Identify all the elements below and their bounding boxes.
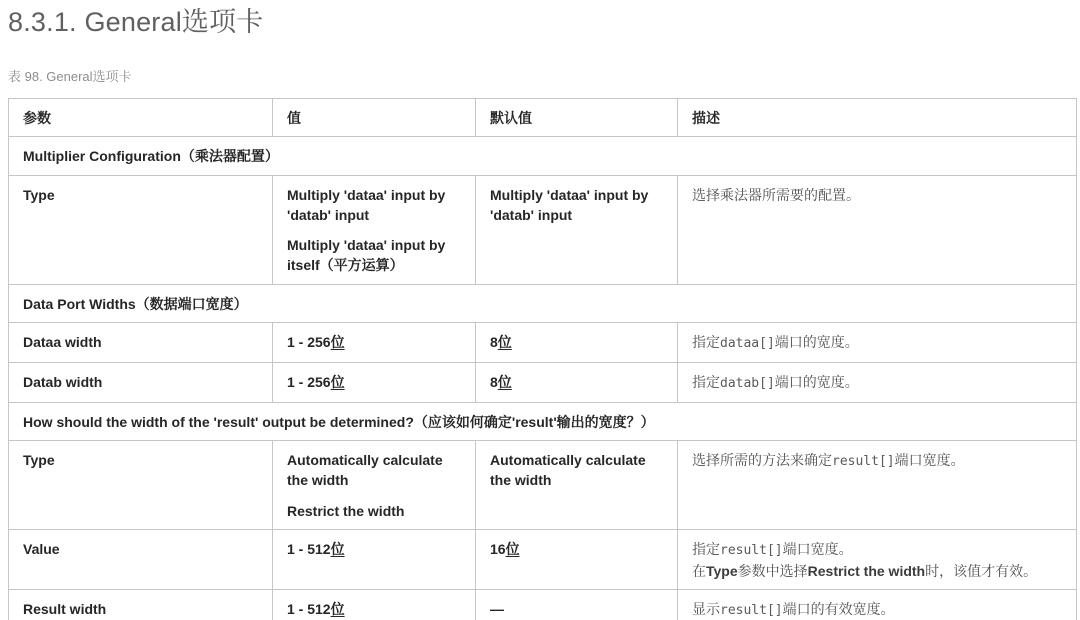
- text-segment: 显示: [692, 601, 720, 618]
- default-cell: [476, 529, 678, 589]
- description-line: [692, 372, 1062, 394]
- value-paragraph: [287, 450, 461, 491]
- text-segment: Restrict the width: [287, 502, 405, 519]
- text-segment: 端口的有效宽度。: [782, 601, 895, 618]
- bit-unit-term[interactable]: 位: [505, 540, 520, 557]
- param-cell: Type: [9, 175, 273, 284]
- text-segment: Multiply 'dataa' input by itself（平方运算）: [287, 237, 446, 274]
- param-cell: Datab width: [9, 362, 273, 402]
- inline-code: result[]: [832, 454, 895, 470]
- text-segment: 指定: [692, 540, 720, 557]
- bit-unit-term[interactable]: 位: [497, 373, 512, 390]
- table-row: [9, 590, 1077, 620]
- inline-code: result[]: [720, 542, 783, 558]
- description-line: [692, 332, 1062, 354]
- emphasized-term: Type: [706, 562, 738, 579]
- text-segment: 在: [692, 562, 706, 579]
- bit-unit-term[interactable]: 位: [330, 540, 345, 557]
- bit-unit-term[interactable]: 位: [497, 334, 512, 351]
- param-cell: Value: [9, 529, 273, 589]
- section-row: [9, 402, 1077, 440]
- description-line: [692, 599, 1062, 620]
- text-segment: 参数中选择: [737, 562, 808, 579]
- bit-unit-term[interactable]: 位: [330, 373, 345, 390]
- default-cell: [476, 590, 678, 620]
- text-segment: 端口宽度。: [894, 452, 965, 469]
- default-cell: [476, 441, 678, 530]
- value-cell: [273, 590, 476, 620]
- text-segment: 指定: [692, 373, 720, 390]
- value-paragraph: [287, 185, 461, 226]
- text-segment: 16: [490, 540, 506, 557]
- value-paragraph: [490, 539, 663, 559]
- description-cell: [678, 441, 1077, 530]
- text-segment: 1 - 512: [287, 540, 331, 557]
- text-segment: 1 - 256: [287, 373, 331, 390]
- column-header-value: 值: [273, 98, 476, 136]
- page-title: 8.3.1. General选项卡: [8, 7, 264, 37]
- inline-code: dataa[]: [720, 336, 775, 352]
- value-paragraph: [287, 539, 461, 559]
- value-paragraph: [490, 332, 663, 352]
- value-paragraph: [287, 372, 461, 392]
- value-cell: [273, 362, 476, 402]
- section-row: [9, 284, 1077, 322]
- value-paragraph: [287, 332, 461, 352]
- value-paragraph: [490, 185, 663, 226]
- param-cell: Result width: [9, 590, 273, 620]
- text-segment: 8: [490, 373, 498, 390]
- text-segment: 1 - 512: [287, 601, 331, 618]
- text-segment: 端口的宽度。: [774, 373, 859, 390]
- text-segment: 时，该值才有效。: [925, 562, 1038, 579]
- value-cell: [273, 441, 476, 530]
- description-cell: [678, 529, 1077, 589]
- description-cell: [678, 323, 1077, 363]
- description-cell: [678, 590, 1077, 620]
- column-header-default: 默认值: [476, 98, 678, 136]
- column-header-description: 描述: [678, 98, 1077, 136]
- text-segment: Multiply 'dataa' input by 'datab' input: [287, 186, 446, 223]
- text-segment: 选择所需的方法来确定: [692, 452, 832, 469]
- value-paragraph: [490, 450, 663, 491]
- value-paragraph: [287, 235, 461, 276]
- description-cell: [678, 362, 1077, 402]
- text-segment: 8: [490, 334, 498, 351]
- description-line: [692, 450, 1062, 472]
- text-segment: 1 - 256: [287, 334, 331, 351]
- table-row: [9, 175, 1077, 284]
- default-cell: [476, 323, 678, 363]
- value-cell: [273, 175, 476, 284]
- bit-unit-term[interactable]: 位: [330, 601, 345, 618]
- text-segment: Automatically calculate the width: [287, 452, 443, 489]
- value-cell: [273, 529, 476, 589]
- column-header-parameter: 参数: [9, 98, 273, 136]
- table-row: [9, 362, 1077, 402]
- emphasized-term: Restrict the width: [807, 562, 926, 579]
- section-row: [9, 137, 1077, 175]
- default-cell: [476, 175, 678, 284]
- parameters-table: [8, 98, 1077, 620]
- description-line: [692, 185, 1062, 205]
- value-paragraph: [490, 599, 663, 619]
- section-title: Multiplier Configuration（乘法器配置）: [9, 137, 1077, 175]
- description-line: [692, 539, 1062, 561]
- description-cell: [678, 175, 1077, 284]
- value-paragraph: [287, 599, 461, 619]
- text-segment: 端口宽度。: [782, 540, 853, 557]
- text-segment: 选择乘法器所需要的配置。: [692, 186, 860, 203]
- section-title: Data Port Widths（数据端口宽度）: [9, 284, 1077, 322]
- inline-code: datab[]: [720, 375, 775, 391]
- value-cell: [273, 323, 476, 363]
- text-segment: Multiply 'dataa' input by 'datab' input: [490, 186, 649, 223]
- table-header-row: [9, 98, 1077, 136]
- text-segment: —: [490, 601, 504, 618]
- description-line: [692, 561, 1062, 581]
- table-row: [9, 529, 1077, 589]
- table-row: [9, 323, 1077, 363]
- table-row: [9, 441, 1077, 530]
- value-paragraph: [287, 501, 461, 521]
- value-paragraph: [490, 372, 663, 392]
- table-caption: 表 98. General选项卡: [8, 69, 132, 85]
- text-segment: Automatically calculate the width: [490, 452, 646, 489]
- inline-code: result[]: [720, 603, 783, 619]
- text-segment: 端口的宽度。: [774, 334, 859, 351]
- param-cell: Type: [9, 441, 273, 530]
- default-cell: [476, 362, 678, 402]
- param-cell: Dataa width: [9, 323, 273, 363]
- text-segment: 指定: [692, 334, 720, 351]
- bit-unit-term[interactable]: 位: [330, 334, 345, 351]
- section-title: How should the width of the 'result' output be determined?（应该如何确定'result'输出的宽度？）: [9, 402, 1077, 440]
